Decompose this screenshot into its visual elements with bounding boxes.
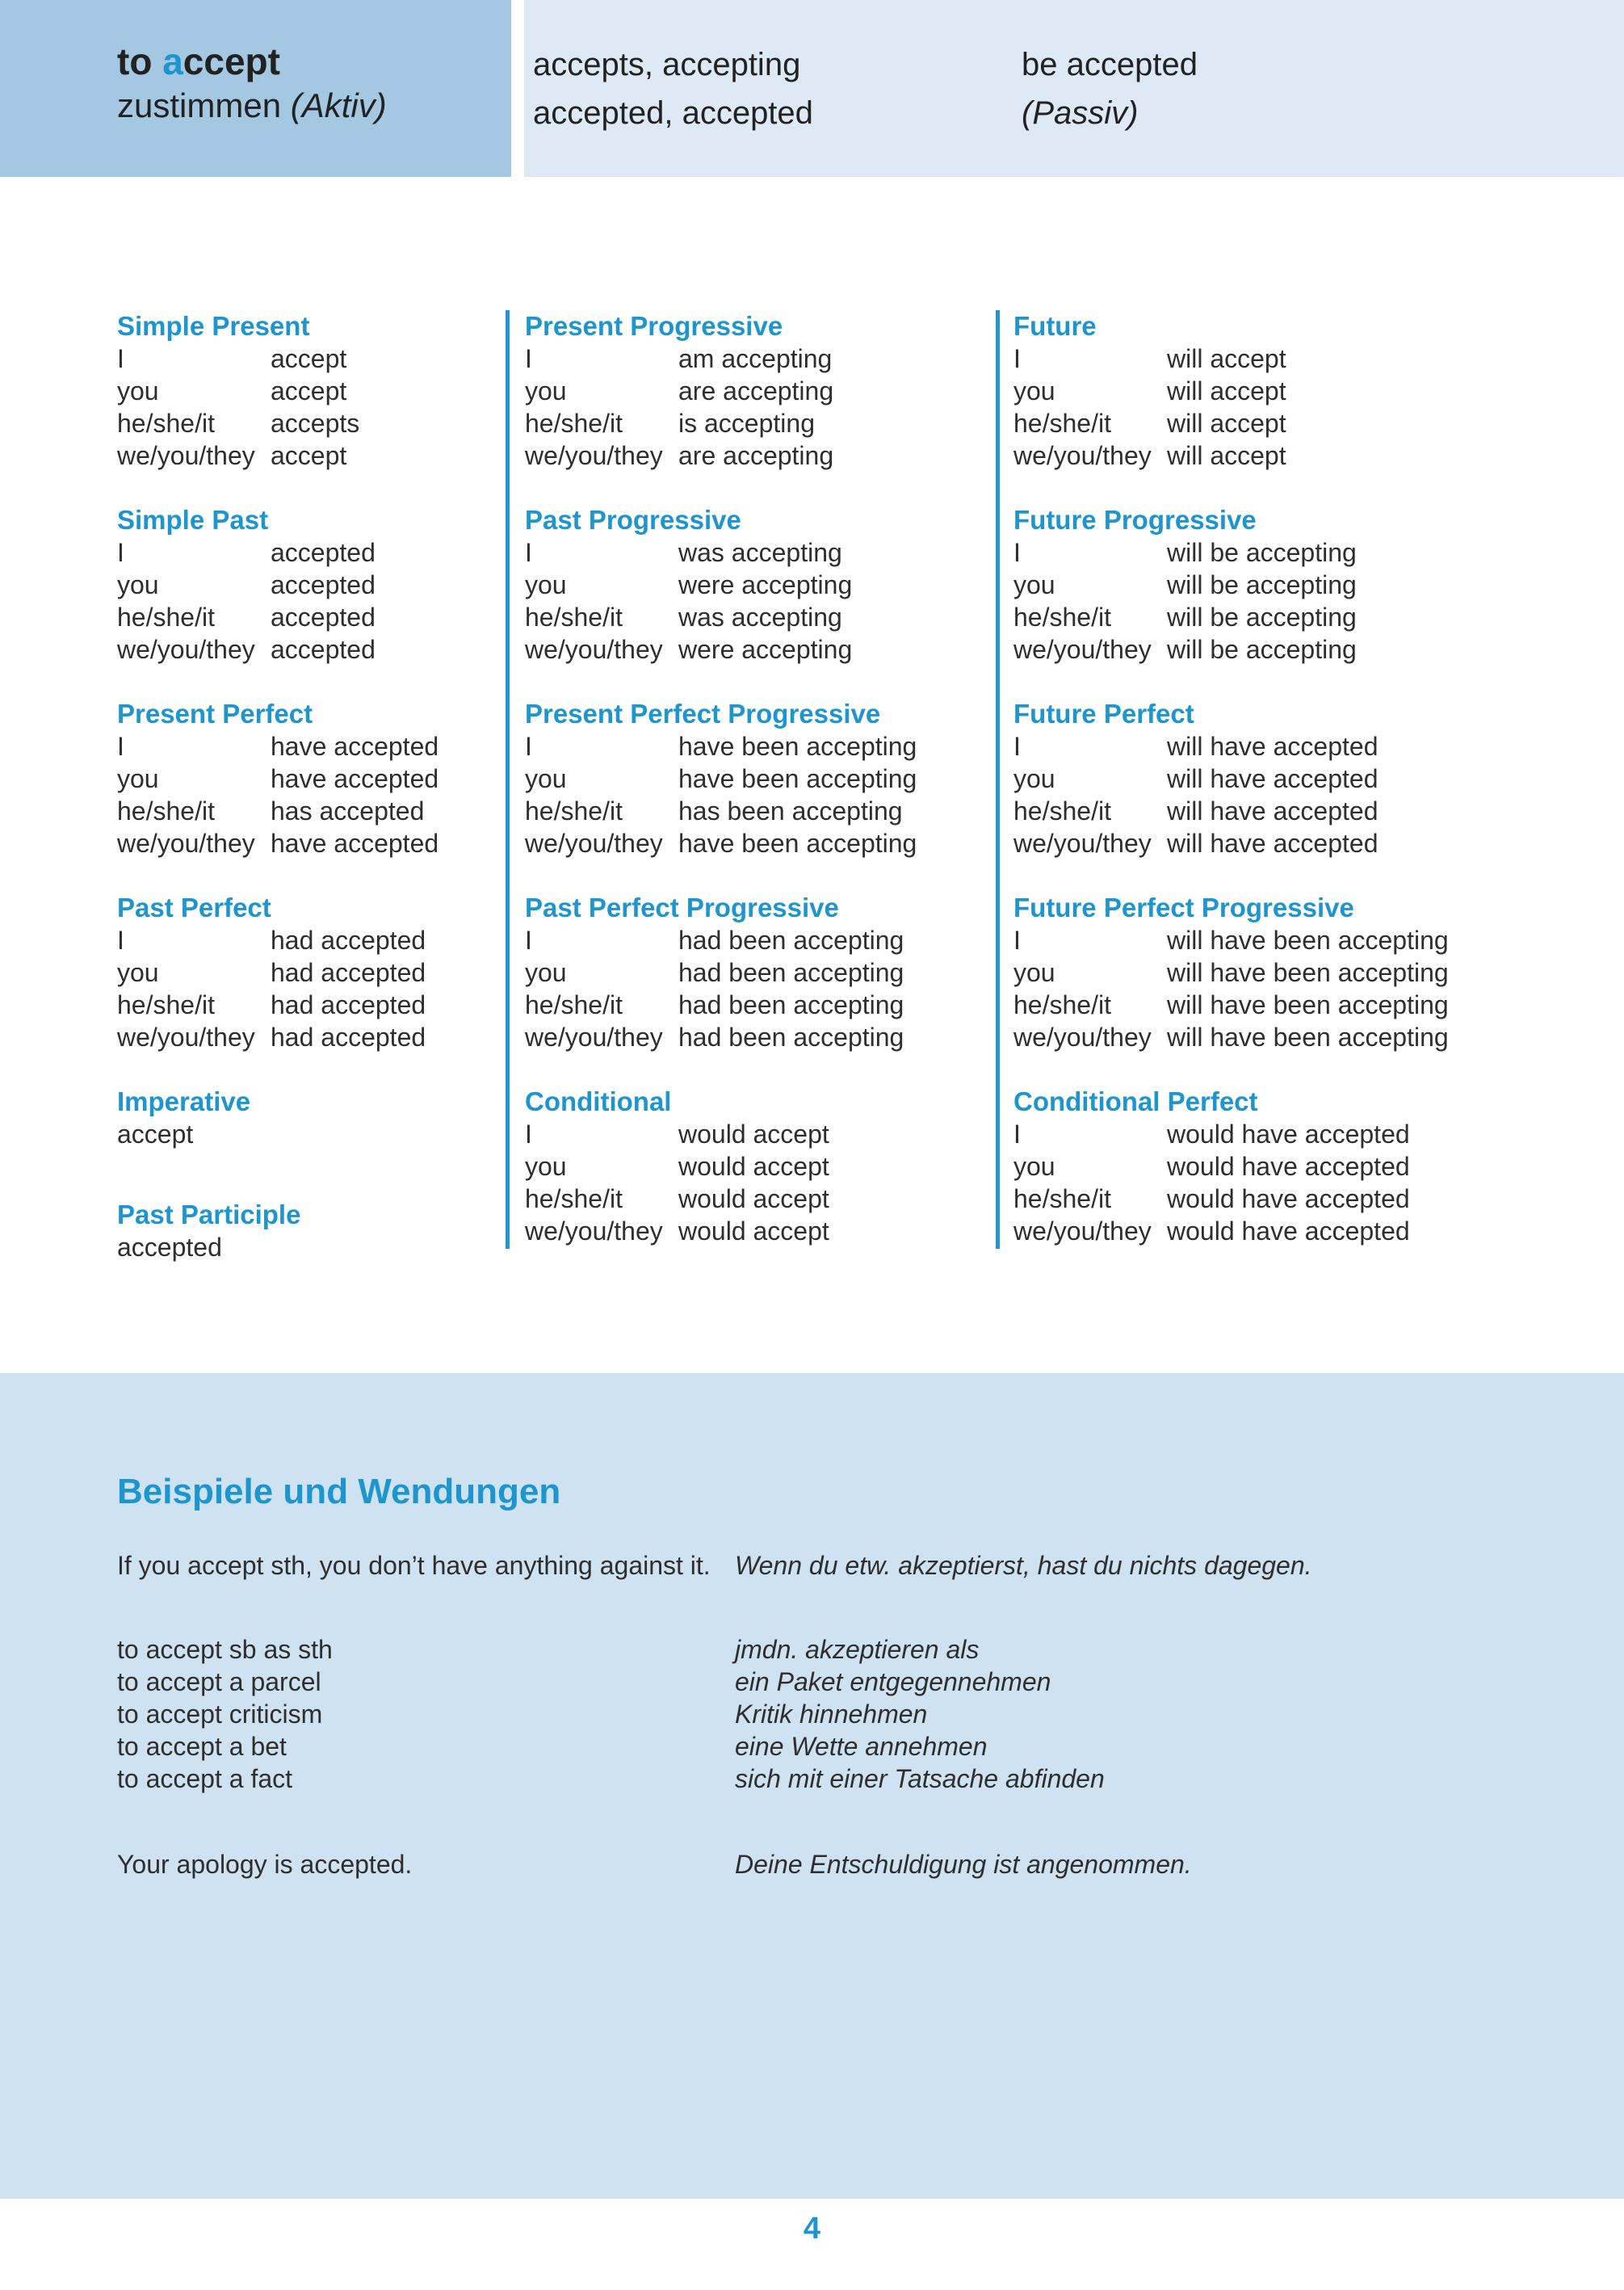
- verb-form: accepted: [271, 538, 376, 567]
- pronoun: we/you/they: [525, 635, 663, 664]
- tense-section: [117, 1086, 493, 1150]
- conjugation-row: [1013, 342, 1619, 375]
- conjugation-row: [1013, 956, 1619, 989]
- pronoun: I: [1013, 1120, 1021, 1149]
- pronoun: you: [525, 958, 567, 987]
- examples-heading: Beispiele und Wendungen: [117, 1472, 561, 1511]
- verb-form: would accept: [678, 1184, 829, 1213]
- pronoun: he/she/it: [1013, 603, 1111, 632]
- verb-form: will have been accepting: [1167, 958, 1449, 987]
- tense-section: [1013, 504, 1619, 666]
- verb-form: will be accepting: [1167, 603, 1357, 632]
- conjugation-row: [117, 989, 493, 1021]
- verb-form: am accepting: [678, 344, 833, 373]
- verb-form: will accept: [1167, 409, 1286, 438]
- verb-form: was accepting: [678, 603, 842, 632]
- conjugation-column-3: [1013, 310, 1619, 1279]
- example-english: If you accept sth, you don’t have anything against it.: [117, 1551, 711, 1580]
- phrase-german: ein Paket entgegennehmen: [735, 1667, 1051, 1696]
- passive-line-1: be accepted: [1022, 47, 1198, 82]
- verb-form: would have accepted: [1167, 1152, 1410, 1181]
- pronoun: you: [525, 1152, 567, 1181]
- verb-form: will have accepted: [1167, 764, 1379, 793]
- pronoun: I: [117, 732, 124, 761]
- header-forms-box: [524, 0, 1624, 177]
- conjugation-row: [525, 375, 981, 407]
- verb-form: accept: [271, 376, 347, 405]
- verb-form: would accept: [678, 1152, 829, 1181]
- verb-form: accepted: [117, 1233, 222, 1262]
- tense-section: [525, 698, 981, 859]
- conjugation-row: [1013, 924, 1619, 956]
- conjugation-row: [525, 1150, 981, 1183]
- verb-form: will have accepted: [1167, 829, 1379, 858]
- verb-form: had accepted: [271, 990, 426, 1019]
- pronoun: we/you/they: [525, 1216, 663, 1246]
- verb-form: had accepted: [271, 926, 426, 955]
- tense-title: Imperative: [117, 1086, 251, 1116]
- conjugation-row: [117, 407, 493, 439]
- tense-section: [117, 892, 493, 1053]
- pronoun: he/she/it: [525, 1184, 623, 1213]
- pronoun: we/you/they: [117, 1023, 255, 1052]
- conjugation-row: [1013, 989, 1619, 1021]
- conjugation-column-2: [525, 310, 981, 1279]
- verb-form: will accept: [1167, 344, 1286, 373]
- phrase-german: Kritik hinnehmen: [735, 1700, 928, 1729]
- pronoun: he/she/it: [117, 603, 215, 632]
- pronoun: he/she/it: [525, 990, 623, 1019]
- pronoun: we/you/they: [525, 1023, 663, 1052]
- verb-form: were accepting: [678, 570, 853, 599]
- pronoun: you: [1013, 958, 1055, 987]
- example-phrase-row: [117, 1633, 1105, 1666]
- conjugation-row: [117, 1118, 493, 1150]
- pronoun: you: [525, 570, 567, 599]
- pronoun: we/you/they: [525, 829, 663, 858]
- passive-forms: [1022, 40, 1198, 137]
- phrase-german: sich mit einer Tatsache abfinden: [735, 1764, 1105, 1793]
- phrase-english: to accept a fact: [117, 1764, 293, 1793]
- verb-form: had been accepting: [678, 990, 904, 1019]
- verb-form: have accepted: [271, 732, 439, 761]
- pronoun: he/she/it: [117, 796, 215, 826]
- example-final: [117, 1848, 1192, 1880]
- verb-form: will have accepted: [1167, 796, 1379, 826]
- conjugation-row: [1013, 1118, 1619, 1150]
- pronoun: you: [1013, 376, 1055, 405]
- tense-section: [525, 504, 981, 666]
- conjugation-row: [525, 763, 981, 795]
- conjugation-row: [117, 956, 493, 989]
- verb-form: had been accepting: [678, 1023, 904, 1052]
- conjugation-row: [525, 1118, 981, 1150]
- pronoun: I: [525, 344, 532, 373]
- header-active-text: [117, 39, 387, 128]
- pronoun: I: [525, 926, 532, 955]
- conjugation-row: [117, 924, 493, 956]
- conjugation-row: [525, 1215, 981, 1247]
- pronoun: we/you/they: [525, 441, 663, 470]
- conjugation-row: [117, 342, 493, 375]
- pronoun: he/she/it: [1013, 1184, 1111, 1213]
- pronoun: I: [1013, 538, 1021, 567]
- verb-form: would have accepted: [1167, 1184, 1410, 1213]
- conjugation-row: [1013, 536, 1619, 569]
- verb-prefix: to: [117, 40, 163, 82]
- conjugation-row: [1013, 439, 1619, 472]
- verb-form: accept: [271, 344, 347, 373]
- conjugation-row: [525, 956, 981, 989]
- pronoun: he/she/it: [525, 409, 623, 438]
- page-number: 4: [803, 2212, 821, 2246]
- example-german: Deine Entschuldigung ist angenommen.: [735, 1850, 1192, 1879]
- tense-title: Future: [1013, 311, 1097, 341]
- verb-form: will be accepting: [1167, 538, 1357, 567]
- tense-section: [1013, 698, 1619, 859]
- pronoun: you: [117, 376, 159, 405]
- pronoun: you: [525, 376, 567, 405]
- conjugation-row: [1013, 633, 1619, 666]
- verb-form: will accept: [1167, 441, 1286, 470]
- conjugation-row: [525, 827, 981, 859]
- conjugation-column-1: [117, 310, 493, 1312]
- tense-section: [117, 1199, 493, 1263]
- conjugation-row: [1013, 601, 1619, 633]
- passive-line-2: (Passiv): [1022, 95, 1139, 131]
- verb-form: will have accepted: [1167, 732, 1379, 761]
- conjugation-row: [1013, 407, 1619, 439]
- conjugation-row: [1013, 1150, 1619, 1183]
- example-english: Your apology is accepted.: [117, 1850, 413, 1879]
- tense-title: Past Perfect Progressive: [525, 893, 839, 922]
- verb-form: have been accepting: [678, 829, 917, 858]
- verb-form: will be accepting: [1167, 635, 1357, 664]
- verb-rest: ccept: [183, 40, 280, 82]
- pronoun: he/she/it: [117, 990, 215, 1019]
- conjugation-row: [525, 342, 981, 375]
- conjugation-row: [525, 439, 981, 472]
- tense-section: [1013, 892, 1619, 1053]
- pronoun: we/you/they: [1013, 1216, 1152, 1246]
- pronoun: I: [1013, 926, 1021, 955]
- pronoun: we/you/they: [1013, 441, 1152, 470]
- forms-line-1: accepts, accepting: [533, 47, 801, 82]
- conjugation-row: [117, 536, 493, 569]
- conjugation-row: [525, 730, 981, 763]
- pronoun: we/you/they: [117, 829, 255, 858]
- tense-title: Future Progressive: [1013, 505, 1257, 535]
- conjugation-row: [525, 924, 981, 956]
- conjugation-row: [525, 601, 981, 633]
- verb-form: accepted: [271, 603, 376, 632]
- pronoun: we/you/they: [1013, 635, 1152, 664]
- verb-form: had been accepting: [678, 958, 904, 987]
- verb-form: have accepted: [271, 764, 439, 793]
- examples-section: [0, 1373, 1624, 2199]
- conjugation-row: [117, 601, 493, 633]
- example-row: [117, 1848, 1192, 1880]
- column-divider-2: [996, 310, 1000, 1249]
- tense-section: [117, 698, 493, 859]
- conjugation-row: [117, 569, 493, 601]
- verb-form: accepted: [271, 635, 376, 664]
- verb-form: accepts: [271, 409, 360, 438]
- tense-section: [1013, 310, 1619, 472]
- translation-word: zustimmen: [117, 86, 291, 124]
- pronoun: you: [1013, 764, 1055, 793]
- example-phrase-row: [117, 1666, 1105, 1698]
- verb-form: had accepted: [271, 958, 426, 987]
- phrase-german: eine Wette annehmen: [735, 1732, 988, 1761]
- conjugation-row: [117, 439, 493, 472]
- conjugation-row: [1013, 375, 1619, 407]
- verb-form: was accepting: [678, 538, 842, 567]
- tense-section: [525, 892, 981, 1053]
- conjugation-row: [525, 1021, 981, 1053]
- conjugation-row: [1013, 795, 1619, 827]
- verb-form: will accept: [1167, 376, 1286, 405]
- pronoun: you: [117, 958, 159, 987]
- verb-form: are accepting: [678, 441, 834, 470]
- conjugation-row: [117, 795, 493, 827]
- verb-form: accept: [117, 1120, 194, 1149]
- conjugation-row: [525, 795, 981, 827]
- example-intro: [117, 1549, 1312, 1582]
- tense-section: [117, 504, 493, 666]
- conjugation-row: [1013, 569, 1619, 601]
- phrase-english: to accept sb as sth: [117, 1635, 333, 1664]
- verb-form: has been accepting: [678, 796, 903, 826]
- tense-title: Simple Past: [117, 505, 269, 535]
- example-phrase-row: [117, 1698, 1105, 1730]
- pronoun: I: [525, 1120, 532, 1149]
- tense-title: Past Perfect: [117, 893, 271, 922]
- tense-title: Present Progressive: [525, 311, 783, 341]
- conjugation-row: [1013, 827, 1619, 859]
- pronoun: we/you/they: [1013, 829, 1152, 858]
- verb-form: have been accepting: [678, 764, 917, 793]
- verb-form: had been accepting: [678, 926, 904, 955]
- conjugation-row: [525, 407, 981, 439]
- pronoun: I: [525, 538, 532, 567]
- conjugation-row: [117, 375, 493, 407]
- pronoun: we/you/they: [117, 441, 255, 470]
- verb-translation: [117, 84, 387, 128]
- phrase-german: jmdn. akzeptieren als: [735, 1635, 980, 1664]
- verb-title: [117, 39, 387, 84]
- conjugation-row: [117, 827, 493, 859]
- tense-title: Future Perfect: [1013, 699, 1194, 729]
- verb-form: accept: [271, 441, 347, 470]
- pronoun: we/you/they: [117, 635, 255, 664]
- conjugation-row: [525, 633, 981, 666]
- column-divider-1: [506, 310, 510, 1249]
- tense-title: Past Progressive: [525, 505, 741, 535]
- verb-form: were accepting: [678, 635, 853, 664]
- verb-form: have been accepting: [678, 732, 917, 761]
- pronoun: I: [117, 926, 124, 955]
- pronoun: you: [117, 570, 159, 599]
- pronoun: he/she/it: [1013, 796, 1111, 826]
- verb-form: accepted: [271, 570, 376, 599]
- pronoun: you: [525, 764, 567, 793]
- verb-highlight-letter: a: [162, 40, 183, 82]
- pronoun: you: [117, 764, 159, 793]
- verb-form: will have been accepting: [1167, 990, 1449, 1019]
- pronoun: we/you/they: [1013, 1023, 1152, 1052]
- tense-title: Past Participle: [117, 1200, 301, 1229]
- tense-title: Present Perfect Progressive: [525, 699, 881, 729]
- tense-title: Future Perfect Progressive: [1013, 893, 1354, 922]
- header-active-box: [0, 0, 511, 177]
- verb-form: would accept: [678, 1216, 829, 1246]
- conjugation-row: [117, 1021, 493, 1053]
- pronoun: he/she/it: [117, 409, 215, 438]
- tense-section: [117, 310, 493, 472]
- conjugation-row: [117, 763, 493, 795]
- translation-note: (Aktiv): [290, 86, 387, 124]
- pronoun: he/she/it: [1013, 409, 1111, 438]
- conjugation-row: [1013, 1021, 1619, 1053]
- principal-forms: [533, 40, 813, 137]
- pronoun: I: [1013, 344, 1021, 373]
- conjugation-row: [525, 536, 981, 569]
- pronoun: I: [1013, 732, 1021, 761]
- conjugation-row: [1013, 1215, 1619, 1247]
- verb-form: is accepting: [678, 409, 815, 438]
- pronoun: he/she/it: [525, 603, 623, 632]
- example-phrase-list: [117, 1633, 1105, 1795]
- tense-title: Present Perfect: [117, 699, 313, 729]
- pronoun: I: [117, 538, 124, 567]
- verb-form: have accepted: [271, 829, 439, 858]
- tense-section: [525, 310, 981, 472]
- conjugation-row: [1013, 763, 1619, 795]
- example-german: Wenn du etw. akzeptierst, hast du nichts dagegen.: [735, 1551, 1312, 1580]
- phrase-english: to accept a parcel: [117, 1667, 321, 1696]
- phrase-english: to accept criticism: [117, 1700, 323, 1729]
- verb-form: will have been accepting: [1167, 926, 1449, 955]
- verb-form: has accepted: [271, 796, 425, 826]
- tense-title: Simple Present: [117, 311, 310, 341]
- conjugation-row: [1013, 730, 1619, 763]
- pronoun: I: [117, 344, 124, 373]
- pronoun: he/she/it: [525, 796, 623, 826]
- conjugation-row: [525, 989, 981, 1021]
- conjugation-row: [117, 633, 493, 666]
- example-phrase-row: [117, 1763, 1105, 1795]
- verb-form: will have been accepting: [1167, 1023, 1449, 1052]
- verb-form: are accepting: [678, 376, 834, 405]
- conjugation-row: [117, 730, 493, 763]
- conjugation-row: [117, 1231, 493, 1263]
- verb-form: would have accepted: [1167, 1120, 1410, 1149]
- tense-title: Conditional Perfect: [1013, 1086, 1258, 1116]
- conjugation-row: [525, 569, 981, 601]
- example-row: [117, 1549, 1312, 1582]
- phrase-english: to accept a bet: [117, 1732, 287, 1761]
- pronoun: you: [1013, 1152, 1055, 1181]
- conjugation-row: [1013, 1183, 1619, 1215]
- pronoun: you: [1013, 570, 1055, 599]
- tense-title: Conditional: [525, 1086, 672, 1116]
- verb-form: will be accepting: [1167, 570, 1357, 599]
- tense-section: [1013, 1086, 1619, 1247]
- conjugation-row: [525, 1183, 981, 1215]
- verb-form: would have accepted: [1167, 1216, 1410, 1246]
- verb-form: had accepted: [271, 1023, 426, 1052]
- verb-form: would accept: [678, 1120, 829, 1149]
- forms-line-2: accepted, accepted: [533, 95, 813, 131]
- pronoun: I: [525, 732, 532, 761]
- tense-section: [525, 1086, 981, 1247]
- example-phrase-row: [117, 1730, 1105, 1763]
- pronoun: he/she/it: [1013, 990, 1111, 1019]
